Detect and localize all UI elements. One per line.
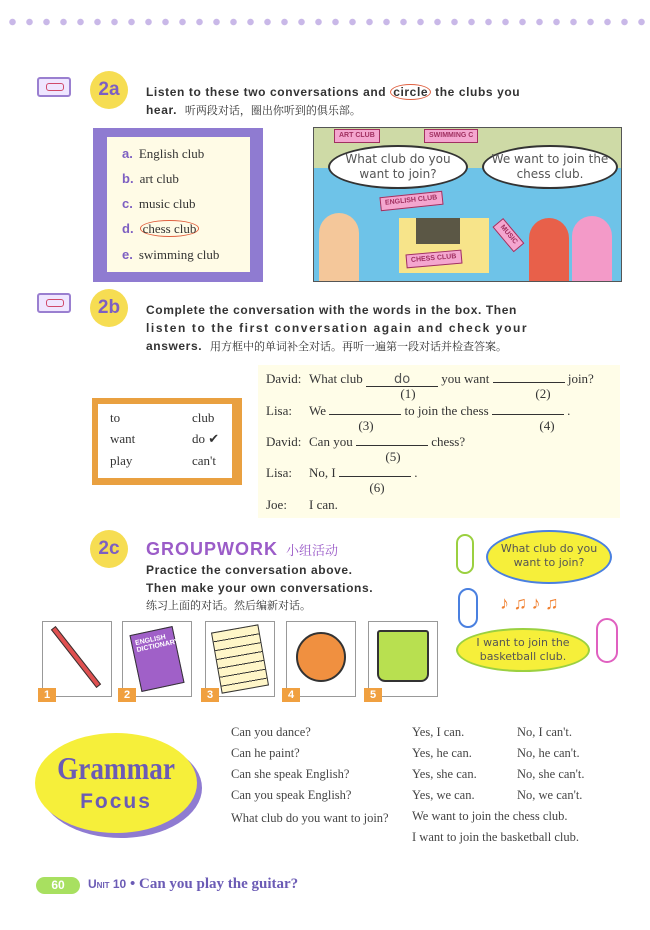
speech-bubble: What club do you want to join? xyxy=(328,145,468,189)
page-number: 60 xyxy=(36,877,80,894)
instr-text: listen to the first conversation again and check your xyxy=(146,321,529,335)
dialogue-line: Lisa: We to join the chess . xyxy=(266,403,571,418)
grammar-answer: Yes, he can. xyxy=(412,746,472,760)
grammar-answer: Yes, she can. xyxy=(412,767,477,781)
blank-number: (3) xyxy=(358,418,374,433)
focus-title: Focus xyxy=(80,790,152,813)
badge-2c: 2c xyxy=(90,530,128,568)
club-item[interactable]: e. swimming club xyxy=(122,247,220,262)
speech-bubble: I want to join the basketball club. xyxy=(456,628,590,672)
grammar-question: Can you dance? xyxy=(231,725,311,739)
grammar-question: Can she speak English? xyxy=(231,767,350,781)
sign: ENGLISH CLUB xyxy=(379,191,443,211)
sign: SWIMMING C xyxy=(424,129,478,143)
grammar-answer: Yes, we can. xyxy=(412,788,475,802)
instr-cn: 听两段对话，圈出你听到的俱乐部。 xyxy=(184,104,361,117)
singing-illustration xyxy=(452,528,622,678)
grammar-question: Can he paint? xyxy=(231,746,300,760)
club-fair-illustration xyxy=(313,127,622,282)
word: want xyxy=(110,431,136,446)
picture-number: 3 xyxy=(201,688,219,702)
cassette-icon xyxy=(37,77,71,97)
blank-5[interactable] xyxy=(356,433,428,446)
blank-2[interactable] xyxy=(493,370,565,383)
blank-number: (5) xyxy=(385,449,401,464)
cassette-icon xyxy=(37,293,71,313)
blank-1[interactable]: do xyxy=(366,374,438,387)
blank-6[interactable] xyxy=(339,464,411,477)
grammar-question: Can you speak English? xyxy=(231,788,352,802)
word: can't xyxy=(192,453,216,468)
instruction-2c: Practice the conversation above. Then make your own conversations. 练习上面的对话。然后编新对话。 xyxy=(146,563,374,612)
instruction-2a xyxy=(146,83,626,119)
blank-number: (4) xyxy=(539,418,555,433)
grammar-title: Grammar xyxy=(57,750,175,786)
picture-number: 4 xyxy=(282,688,300,702)
dictionary-picture: ENGLISH DICTIONARY xyxy=(122,621,192,697)
club-item[interactable]: b. art club xyxy=(122,171,179,186)
grammar-answer: I want to join the basketball club. xyxy=(412,830,579,844)
footer-title: Unit 10 • Can you play the guitar? xyxy=(88,876,299,892)
music-notes-icon: ♪ ♫ ♪ ♫ xyxy=(500,593,559,613)
dialogue-line: David: Can you chess? xyxy=(266,434,466,449)
grammar-answer: Yes, I can. xyxy=(412,725,465,739)
instr-cn: 用方框中的单词补全对话。再听一遍第一段对话并检查答案。 xyxy=(210,340,508,353)
sign: CHESS CLUB xyxy=(405,250,462,269)
groupwork-heading: GROUPWORK 小组活动 xyxy=(146,539,339,559)
grammar-answer: No, she can't. xyxy=(517,767,585,781)
dialogue-line: David: What club do you want join? xyxy=(266,371,594,387)
word: play xyxy=(110,453,133,468)
circled-word: circle xyxy=(390,84,431,100)
grammar-question: What club do you want to join? xyxy=(231,811,389,825)
dialogue-line: Lisa: No, I . xyxy=(266,465,418,480)
blank-4[interactable] xyxy=(492,402,564,415)
word: do ✔ xyxy=(192,431,220,446)
grammar-answer: We want to join the chess club. xyxy=(412,809,568,823)
picture-number: 5 xyxy=(364,688,382,702)
instr-text: the clubs you xyxy=(435,85,521,99)
badge-2a: 2a xyxy=(90,71,128,109)
picture-number: 2 xyxy=(118,688,136,702)
badge-2b: 2b xyxy=(90,289,128,327)
instruction-2b xyxy=(146,301,626,355)
picture-number: 1 xyxy=(38,688,56,702)
dotted-border xyxy=(0,17,650,27)
instr-text: Listen to these two conversations and xyxy=(146,85,387,99)
club-item[interactable]: c. music club xyxy=(122,196,196,211)
grammar-answer: No, he can't. xyxy=(517,746,580,760)
swim-shorts-picture xyxy=(368,621,438,697)
club-item-circled[interactable]: d. chess club xyxy=(122,221,199,237)
paintbrush-picture xyxy=(42,621,112,697)
word: club xyxy=(192,410,215,425)
blank-3[interactable] xyxy=(329,402,401,415)
speech-bubble: We want to join the chess club. xyxy=(482,145,618,189)
instr-text: answers. xyxy=(146,339,203,353)
grammar-answer: No, we can't. xyxy=(517,788,583,802)
sign: MUSIC xyxy=(492,218,524,252)
blank-number: (2) xyxy=(535,386,551,401)
instr-text: hear. xyxy=(146,103,178,117)
instr-text: Complete the conversation with the words in the box. Then xyxy=(146,303,517,317)
speech-bubble: What club do you want to join? xyxy=(486,530,612,584)
word: to xyxy=(110,410,121,425)
basketball-picture xyxy=(286,621,356,697)
grammar-answer: No, I can't. xyxy=(517,725,573,739)
club-item[interactable]: a. English club xyxy=(122,146,205,161)
chessboard xyxy=(416,218,460,244)
dialogue-line: Joe: I can. xyxy=(266,497,338,512)
blank-number: (6) xyxy=(369,480,385,495)
blank-number: (1) xyxy=(400,386,416,401)
sheet-music-picture xyxy=(205,621,275,697)
sign: ART CLUB xyxy=(334,129,380,143)
